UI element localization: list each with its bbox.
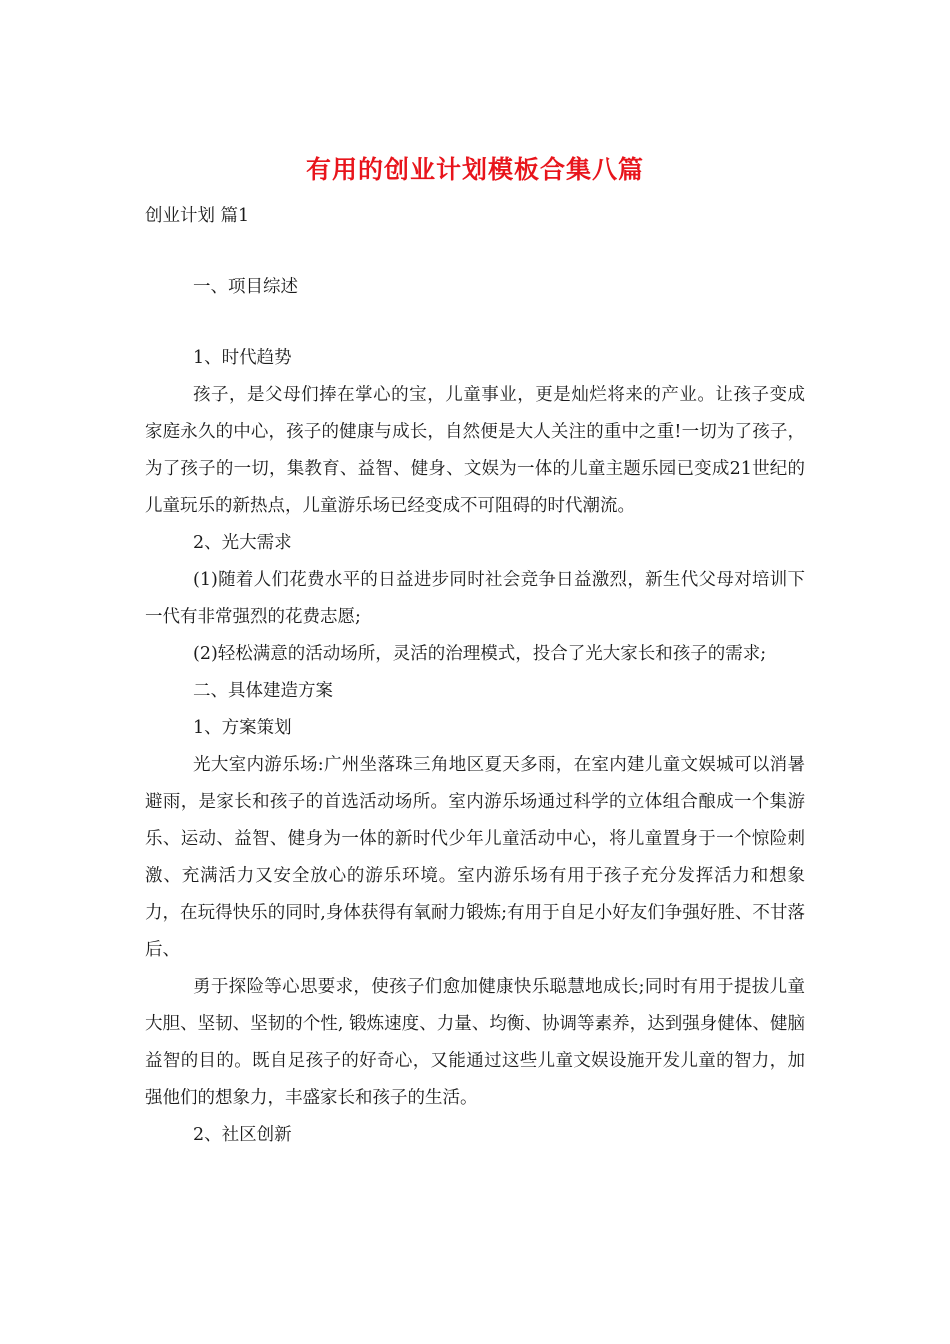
heading-construction-plan: 二、具体建造方案 — [193, 681, 333, 701]
heading-plan-design: 1、方案策划 — [193, 718, 292, 738]
paragraph-indoor-playground: 光大室内游乐场:广州坐落珠三角地区夏天多雨，在室内建儿童文娱城可以消暑避雨，是家长和孩子的首选活动场所。室内游乐场通过科学的立体组合酿成一个集游乐、运动、益智、健身为一体的新时代少年儿童活动中心，将儿童置身于一个惊险刺激、充满活力又安全放心的游乐环境。室内游乐场有用于孩子充分发挥活力和想象力，在玩得快乐的同时,身体获得有氧耐力锻炼;有用于自足小好友们争强好胜、不甘落后、 — [145, 755, 805, 960]
paragraph-era-trend: 孩子，是父母们捧在掌心的宝，儿童事业，更是灿烂将来的产业。让孩子变成家庭永久的中心，孩子的健康与成长，自然便是大人关注的重中之重!一切为了孩子，为了孩子的一切，集教育、益智、健身、文娱为一体的儿童主题乐园已变成21世纪的儿童玩乐的新热点，儿童游乐场已经变成不可阻碍的时代潮流。 — [145, 385, 805, 516]
heading-community-innovation: 2、社区创新 — [193, 1125, 292, 1145]
section-subtitle: 创业计划 篇1 — [145, 206, 250, 226]
heading-project-overview: 一、项目综述 — [193, 277, 298, 297]
document-title: 有用的创业计划模板合集八篇 — [305, 155, 644, 184]
paragraph-demand-2: (2)轻松满意的活动场所，灵活的治理模式，投合了光大家长和孩子的需求; — [193, 644, 767, 664]
heading-broad-demand: 2、光大需求 — [193, 533, 292, 553]
paragraph-demand-1: (1)随着人们花费水平的日益进步同时社会竞争日益激烈，新生代父母对培训下一代有非常强烈的花费志愿; — [145, 570, 805, 627]
document-body — [145, 198, 805, 1154]
paragraph-benefits: 勇于探险等心思要求，使孩子们愈加健康快乐聪慧地成长;同时有用于提拔儿童大胆、坚韧、坚韧的个性, 锻炼速度、力量、均衡、协调等素养，达到强身健体、健脑益智的目的。既自足孩子的好奇心，又能通过这些儿童文娱设施开发儿童的智力，加强他们的想象力，丰盛家长和孩子的生活。 — [145, 977, 805, 1108]
heading-era-trend: 1、时代趋势 — [193, 348, 292, 368]
